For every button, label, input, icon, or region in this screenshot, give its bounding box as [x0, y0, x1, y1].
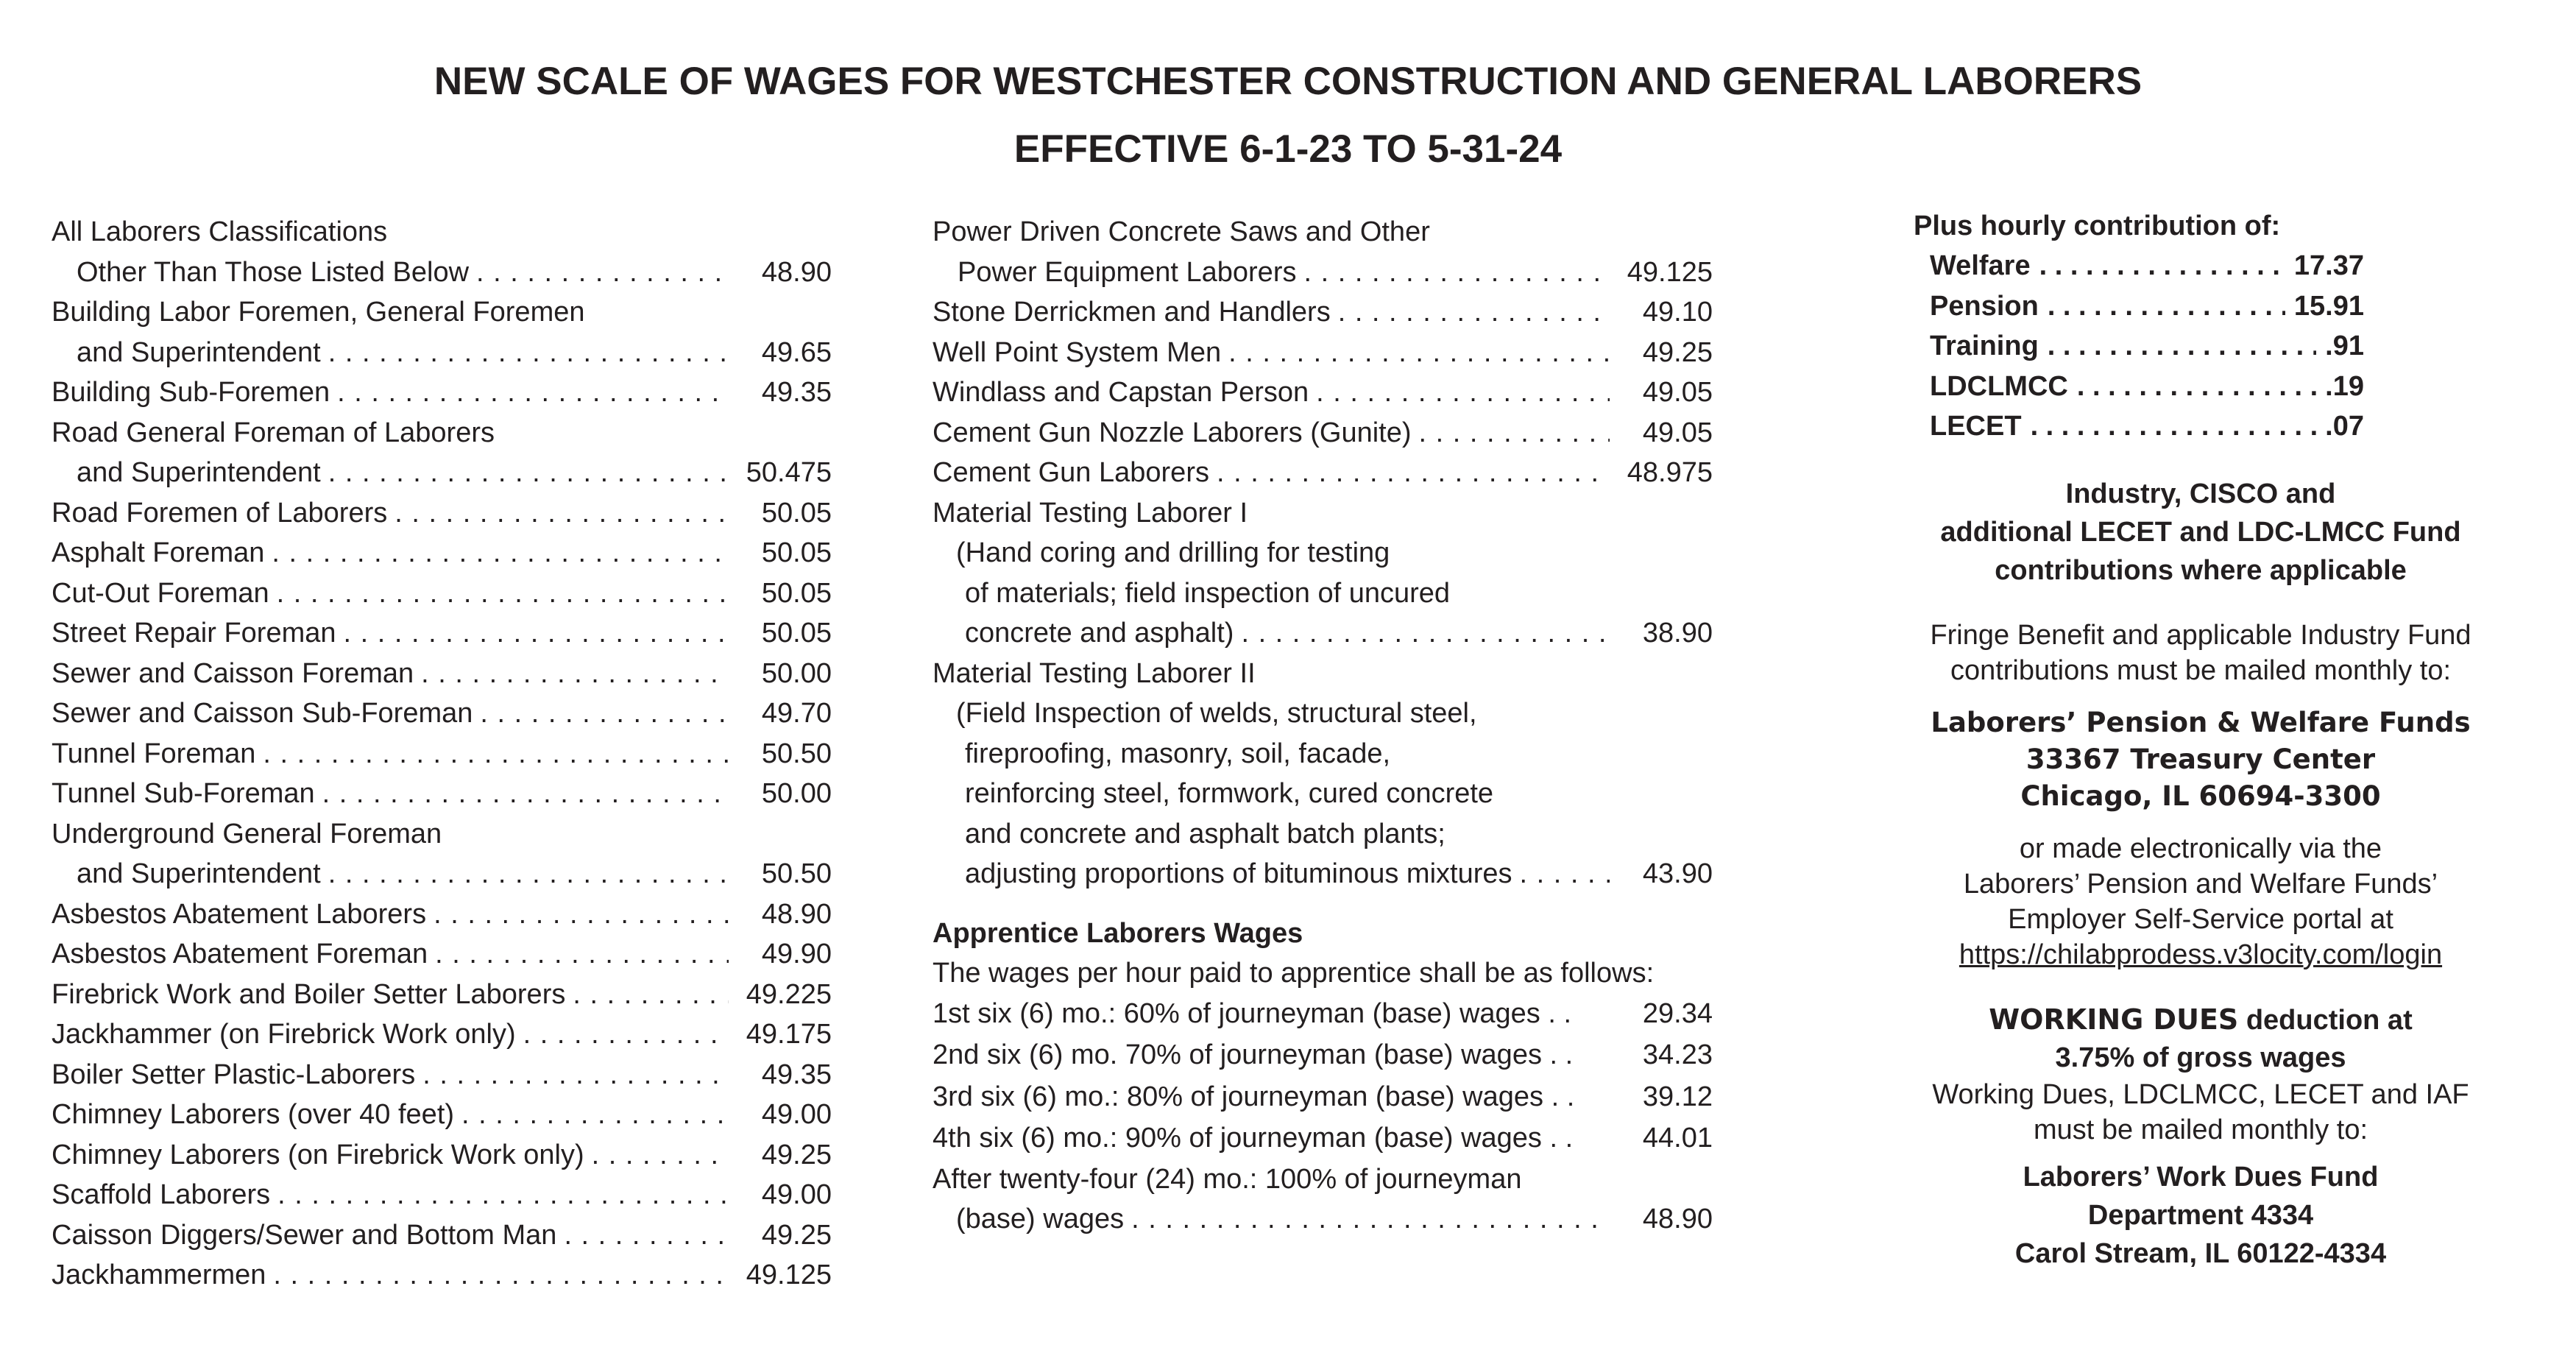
working-dues-rate: 3.75% of gross wages — [2055, 1042, 2346, 1073]
wage-row: (Field Inspection of welds, structural steel, — [956, 698, 1477, 729]
wage-value: 48.90 — [761, 256, 832, 288]
wage-value: 50.00 — [761, 657, 832, 689]
wage-value: 50.05 — [761, 618, 832, 649]
effective-dates: EFFECTIVE 6-1-23 TO 5-31-24 — [1013, 127, 1563, 171]
apprentice-intro: The wages per hour paid to apprentice shall be as follows: — [933, 957, 1655, 989]
leader-dots — [1228, 333, 1610, 373]
leader-dots — [322, 774, 729, 814]
wage-value: 29.34 — [1642, 997, 1713, 1029]
wage-value: 44.01 — [1642, 1123, 1713, 1154]
page-title: NEW SCALE OF WAGES FOR WESTCHESTER CONSTRUCTION AND GENERAL LABORERS — [434, 60, 2142, 103]
wage-row: Caisson Diggers/Sewer and Bottom Man . . . 49.25 — [52, 1215, 832, 1256]
leader-dots — [272, 533, 729, 573]
wage-row: Cut-Out Foreman . . . 50.05 — [52, 573, 832, 614]
leader-dots — [2039, 246, 2285, 286]
wage-row: Asbestos Abatement Foreman . . . 49.90 — [52, 934, 832, 975]
wage-row: Material Testing Laborer II — [933, 657, 1256, 689]
wage-row: concrete and asphalt) . . . 38.90 — [933, 613, 1713, 654]
leader-dots — [277, 573, 729, 614]
wage-row: Road Foremen of Laborers . . . 50.05 — [52, 493, 832, 534]
wage-row: Scaffold Laborers . . . 49.00 — [52, 1175, 832, 1215]
leader-dots — [1303, 252, 1610, 293]
wage-value: 38.90 — [1642, 618, 1713, 649]
apprentice-heading: Apprentice Laborers Wages — [933, 917, 1303, 949]
leader-dots — [1520, 854, 1610, 894]
wage-row: Boiler Setter Plastic-Laborers . . . 49.35 — [52, 1055, 832, 1095]
contribution-value: 17.37 — [2293, 250, 2364, 281]
working-dues: WORKING DUES deduction at 3.75% of gross wages — [1869, 1000, 2532, 1077]
wage-row: Chimney Laborers (over 40 feet) . . . 49.00 — [52, 1095, 832, 1135]
leader-dots — [1131, 1199, 1610, 1240]
contribution-value: .19 — [2325, 370, 2364, 402]
wage-value: 49.25 — [1642, 336, 1713, 368]
wage-value: 49.25 — [761, 1219, 832, 1251]
wage-row: Tunnel Sub-Foreman . . . 50.00 — [52, 774, 832, 814]
wage-value: 39.12 — [1642, 1081, 1713, 1112]
wage-value: 48.90 — [761, 898, 832, 930]
contribution-row: LDCLMCC . . . .19 — [1869, 367, 2364, 407]
contribution-row: Pension . . . 15.91 — [1869, 286, 2364, 327]
wage-row: Underground General Foreman — [52, 818, 442, 849]
leader-dots — [592, 1135, 729, 1176]
leader-dots — [2031, 406, 2317, 447]
wage-value: 50.05 — [761, 497, 832, 529]
apprentice-row: 4th six (6) mo.: 90% of journeyman (base) wages . . 44.01 — [933, 1117, 1713, 1159]
leader-dots — [1217, 453, 1610, 493]
wage-row: Building Sub-Foremen . . . 49.35 — [52, 372, 832, 413]
leader-dots — [421, 654, 729, 694]
wage-row: Well Point System Men . . . 49.25 — [933, 333, 1713, 373]
wage-value: 49.00 — [761, 1179, 832, 1210]
wage-row: Asphalt Foreman . . . 50.05 — [52, 533, 832, 573]
wage-row: Firebrick Work and Boiler Setter Laborers . . . 49.225 — [52, 975, 832, 1015]
leader-dots — [523, 1014, 729, 1055]
leader-dots — [1338, 292, 1610, 333]
leader-dots — [328, 453, 729, 493]
leader-dots — [422, 1055, 729, 1095]
contribution-row: Welfare . . . 17.37 — [1869, 246, 2364, 286]
wage-row: Material Testing Laborer I — [933, 497, 1248, 529]
leader-dots — [461, 1095, 729, 1135]
wage-row: Windlass and Capstan Person . . . 49.05 — [933, 372, 1713, 413]
wage-row: Tunnel Foreman . . . 50.50 — [52, 734, 832, 774]
wage-value: 48.90 — [1642, 1203, 1713, 1234]
wage-row: and Superintendent . . . 49.65 — [52, 333, 832, 373]
wage-row: of materials; field inspection of uncured — [965, 577, 1451, 609]
apprentice-row: 3rd six (6) mo.: 80% of journeyman (base) wages . . 39.12 — [933, 1076, 1713, 1118]
leader-dots — [1241, 613, 1610, 654]
fund-address: Laborers’ Pension & Welfare Funds 33367 Treasury Center Chicago, IL 60694-3300 — [1931, 706, 2471, 812]
wage-value: 49.00 — [761, 1099, 832, 1130]
wage-row: Power Equipment Laborers . . . 49.125 — [933, 252, 1713, 293]
wage-row: and concrete and asphalt batch plants; — [965, 818, 1446, 849]
wage-value: 50.05 — [761, 537, 832, 568]
leader-dots — [337, 372, 729, 413]
contribution-value: .07 — [2325, 411, 2364, 442]
wage-value: 49.90 — [761, 939, 832, 969]
leader-dots — [328, 854, 729, 894]
wage-row: Cement Gun Nozzle Laborers (Gunite) . . . 49.05 — [933, 413, 1713, 453]
leader-dots — [328, 333, 729, 373]
wage-value: 49.65 — [761, 336, 832, 368]
contribution-row: Training . . . .91 — [1869, 326, 2364, 367]
leader-dots — [273, 1255, 729, 1296]
wage-value: 50.05 — [761, 577, 832, 609]
leader-dots — [2048, 286, 2285, 327]
leader-dots — [435, 934, 729, 975]
contributions-column — [1869, 212, 2532, 1273]
wage-row: Asbestos Abatement Laborers . . . 48.90 — [52, 894, 832, 935]
wage-row: reinforcing steel, formwork, cured concrete — [965, 778, 1494, 809]
wage-value: 49.70 — [761, 698, 832, 729]
wage-row: Building Labor Foremen, General Foremen — [52, 297, 585, 328]
wage-value: 49.05 — [1642, 417, 1713, 448]
wage-row: Stone Derrickmen and Handlers . . . 49.10 — [933, 292, 1713, 333]
wage-row: Chimney Laborers (on Firebrick Work only) . . . 49.25 — [52, 1135, 832, 1176]
wage-column-1 — [52, 212, 832, 1296]
wage-row: Cement Gun Laborers . . . 48.975 — [933, 453, 1713, 493]
wage-row: Sewer and Caisson Foreman . . . 50.00 — [52, 654, 832, 694]
wage-row: Jackhammer (on Firebrick Work only) . . . 49.175 — [52, 1014, 832, 1055]
wage-value: 43.90 — [1642, 858, 1713, 889]
leader-dots — [263, 734, 729, 774]
wage-row: Power Driven Concrete Saws and Other — [933, 216, 1430, 247]
apprentice-row: 1st six (6) mo.: 60% of journeyman (base) wages . . 29.34 — [933, 993, 1713, 1035]
wage-value: 34.23 — [1642, 1039, 1713, 1070]
apprentice-row: (base) wages . . . 48.90 — [933, 1199, 1713, 1240]
leader-dots — [2048, 326, 2316, 367]
wage-row: Sewer and Caisson Sub-Foreman . . . 49.70 — [52, 693, 832, 734]
wage-row: Road General Foreman of Laborers — [52, 417, 495, 448]
leader-dots — [480, 693, 729, 734]
wage-row: fireproofing, masonry, soil, facade, — [965, 738, 1391, 769]
leader-dots — [564, 1215, 729, 1256]
contribution-value: .91 — [2325, 331, 2364, 361]
wage-value: 49.175 — [746, 1019, 832, 1050]
wage-column-2 — [933, 212, 1713, 1239]
leader-dots — [434, 894, 729, 935]
wage-value: 49.35 — [761, 1059, 832, 1090]
wage-row: (Hand coring and drilling for testing — [956, 537, 1390, 568]
leader-dots — [1316, 372, 1610, 413]
wage-row: and Superintendent . . . 50.50 — [52, 854, 832, 894]
wage-row: Other Than Those Listed Below . . . 48.90 — [52, 252, 832, 293]
wage-row: and Superintendent . . . 50.475 — [52, 453, 832, 493]
wage-value: 49.25 — [761, 1139, 832, 1170]
fringe-note: Fringe Benefit and applicable Industry Fund contributions must be mailed monthly to: — [1930, 619, 2471, 686]
leader-dots — [344, 613, 729, 654]
leader-dots — [573, 975, 729, 1015]
working-dues-heading: WORKING DUES — [1989, 1003, 2239, 1036]
wage-row: adjusting proportions of bituminous mixtures . . . 43.90 — [933, 854, 1713, 894]
contributions-heading: Plus hourly contribution of: — [1914, 211, 2281, 241]
wage-value: 49.10 — [1642, 297, 1713, 328]
contribution-row: LECET . . . .07 — [1869, 406, 2364, 447]
leader-dots — [277, 1175, 729, 1215]
wage-row: Jackhammermen . . . 49.125 — [52, 1255, 832, 1296]
wage-value: 50.475 — [746, 457, 832, 488]
wage-value: 48.975 — [1627, 457, 1713, 488]
leader-dots — [2077, 367, 2316, 407]
electronic-note: or made electronically via the Laborers’ Pension and Welfare Funds’ Employer Self-Service portal at https://chilabprodess.v3locity.com/login — [1958, 833, 2443, 970]
apprentice-row: 2nd six (6) mo. 70% of journeyman (base) wages . . 34.23 — [933, 1034, 1713, 1076]
wage-value: 50.50 — [761, 738, 832, 769]
portal-link[interactable]: https://chilabprodess.v3locity.com/login — [1958, 939, 2443, 970]
working-dues-note: Working Dues, LDCLMCC, LECET and IAF must be mailed monthly to: — [1932, 1078, 2469, 1145]
leader-dots — [1419, 413, 1610, 453]
wage-value: 50.50 — [761, 858, 832, 889]
work-dues-address: Laborers’ Work Dues Fund Department 4334 Carol Stream, IL 60122-4334 — [2014, 1161, 2387, 1269]
wage-value: 49.125 — [1627, 256, 1713, 288]
wage-value: 49.225 — [746, 978, 832, 1010]
industry-note: Industry, CISCO and additional LECET and LDC-LMCC Fund contributions where applicable — [1940, 478, 2461, 586]
leader-dots — [476, 252, 729, 293]
wage-value: 49.05 — [1642, 377, 1713, 408]
wage-row: Street Repair Foreman . . . 50.05 — [52, 613, 832, 654]
wage-value: 50.00 — [761, 778, 832, 809]
contribution-value: 15.91 — [2293, 290, 2364, 322]
wage-row: All Laborers Classifications — [52, 216, 388, 247]
apprentice-last-line: After twenty-four (24) mo.: 100% of journeyman — [933, 1163, 1522, 1195]
wage-value: 49.35 — [761, 377, 832, 408]
leader-dots — [394, 493, 729, 534]
wage-value: 49.125 — [746, 1260, 832, 1290]
